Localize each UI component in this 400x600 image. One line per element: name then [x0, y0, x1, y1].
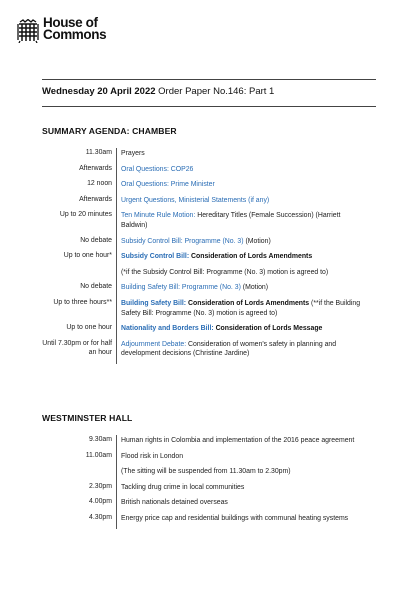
agenda-time: Afterwards: [79, 164, 112, 172]
agenda-row: [42, 435, 376, 451]
agenda-row: [42, 236, 376, 252]
agenda-time: Up to one hour: [66, 324, 112, 332]
westminster-hall-section-title: WESTMINSTER HALL: [42, 413, 133, 423]
agenda-time: 12 noon: [87, 180, 112, 188]
agenda-time: Up to one hour*: [63, 252, 112, 260]
agenda-text: Flood risk in London: [121, 452, 184, 460]
agenda-row: [42, 466, 376, 482]
agenda-description: [116, 482, 376, 498]
agenda-time: 2.30pm: [89, 482, 112, 490]
agenda-description: [116, 298, 376, 323]
agenda-text: (Motion): [240, 284, 269, 292]
agenda-text: Tackling drug crime in local communities: [121, 483, 245, 491]
order-paper-line: [42, 86, 274, 97]
agenda-row: [42, 251, 376, 267]
agenda-row: [42, 451, 376, 467]
agenda-link[interactable]: Subsidy Control Bill:: [121, 253, 190, 261]
agenda-text: Consideration of Lords Message: [213, 325, 323, 333]
agenda-time: 11.00am: [85, 451, 112, 459]
agenda-row: [42, 164, 376, 180]
agenda-description: [116, 451, 376, 467]
chamber-agenda: [42, 148, 376, 364]
agenda-row: [42, 148, 376, 164]
agenda-link[interactable]: Building Safety Bill:: [121, 299, 187, 307]
agenda-row: [42, 179, 376, 195]
agenda-description: [116, 164, 376, 180]
chamber-section-title: SUMMARY AGENDA: CHAMBER: [42, 126, 177, 136]
agenda-row: [42, 298, 376, 323]
agenda-time: [42, 267, 116, 283]
agenda-text: (*if the Subsidy Control Bill: Programme (No. 3) motion is agreed to): [121, 268, 329, 276]
westminster-hall-agenda: [42, 435, 376, 529]
agenda-row: [42, 267, 376, 283]
agenda-time: 4.30pm: [89, 513, 112, 521]
agenda-row: [42, 339, 376, 364]
agenda-link[interactable]: Nationality and Borders Bill:: [121, 325, 214, 333]
agenda-description: [116, 210, 376, 235]
agenda-time: [42, 466, 116, 482]
agenda-link[interactable]: Ten Minute Rule Motion:: [121, 212, 196, 220]
agenda-description: [116, 435, 376, 451]
agenda-description: [116, 323, 376, 339]
order-paper-number: Order Paper No.146: Part 1: [158, 86, 275, 97]
agenda-description: [116, 339, 376, 364]
portcullis-icon: [17, 19, 39, 43]
agenda-description: [116, 195, 376, 211]
agenda-text: Consideration of Lords Amendments: [189, 253, 313, 261]
agenda-description: [116, 267, 376, 283]
agenda-link[interactable]: Adjournment Debate:: [121, 340, 187, 348]
agenda-row: [42, 210, 376, 235]
agenda-description: [116, 236, 376, 252]
top-rule: [42, 79, 376, 80]
agenda-time: Up to three hours**: [53, 298, 112, 306]
agenda-text: Prayers: [121, 150, 145, 157]
agenda-description: [116, 282, 376, 298]
agenda-text: Consideration of Lords Amendments: [186, 299, 310, 307]
logo-line-1: House of: [43, 15, 98, 30]
agenda-text: Hereditary Titles (Female Succession) (Harriett Baldwin): [121, 212, 341, 229]
bottom-rule: [42, 106, 376, 107]
agenda-description: [116, 497, 376, 513]
agenda-link[interactable]: Subsidy Control Bill: Programme (No. 3): [121, 237, 244, 245]
agenda-row: [42, 497, 376, 513]
agenda-link[interactable]: Urgent Questions, Ministerial Statements (if any): [121, 196, 270, 204]
agenda-text: Consideration of women's safety in planning and development decisions (Christine Jardine): [121, 340, 337, 358]
agenda-row: [42, 282, 376, 298]
agenda-text: Human rights in Colombia and implementation of the 2016 peace agreement: [121, 437, 355, 444]
agenda-link[interactable]: Oral Questions: Prime Minister: [121, 181, 215, 189]
agenda-link[interactable]: Oral Questions: COP26: [121, 165, 194, 173]
agenda-row: [42, 195, 376, 211]
agenda-row: [42, 482, 376, 498]
agenda-link[interactable]: Building Safety Bill: Programme (No. 3): [121, 284, 241, 292]
agenda-text: (Motion): [243, 237, 271, 245]
agenda-text: British nationals detained overseas: [121, 499, 228, 507]
agenda-text: Energy price cap and residential buildings with communal heating systems: [121, 514, 349, 522]
agenda-time: No debate: [80, 236, 112, 244]
agenda-description: [116, 148, 376, 164]
sitting-date: Wednesday 20 April 2022: [42, 86, 156, 97]
agenda-time: Afterwards: [79, 195, 112, 203]
agenda-time: Until 7.30pm or for half an hour: [42, 339, 112, 357]
agenda-time: Up to 20 minutes: [59, 211, 112, 219]
agenda-time: 9.30am: [89, 436, 112, 443]
agenda-time: No debate: [80, 283, 112, 291]
agenda-time: 11.30am: [85, 149, 112, 156]
agenda-description: [116, 466, 376, 482]
agenda-description: [116, 251, 376, 267]
agenda-time: 4.00pm: [89, 498, 112, 506]
agenda-row: [42, 323, 376, 339]
agenda-row: [42, 513, 376, 529]
agenda-text: (The sitting will be suspended from 11.30am to 2.30pm): [121, 468, 291, 476]
agenda-description: [116, 513, 376, 529]
agenda-text: (**if the Building Safety Bill: Programme (No. 3) motion is agreed to): [121, 299, 361, 317]
logo-line-2: Commons: [43, 27, 107, 42]
agenda-description: [116, 179, 376, 195]
house-of-commons-logo: [17, 17, 106, 43]
